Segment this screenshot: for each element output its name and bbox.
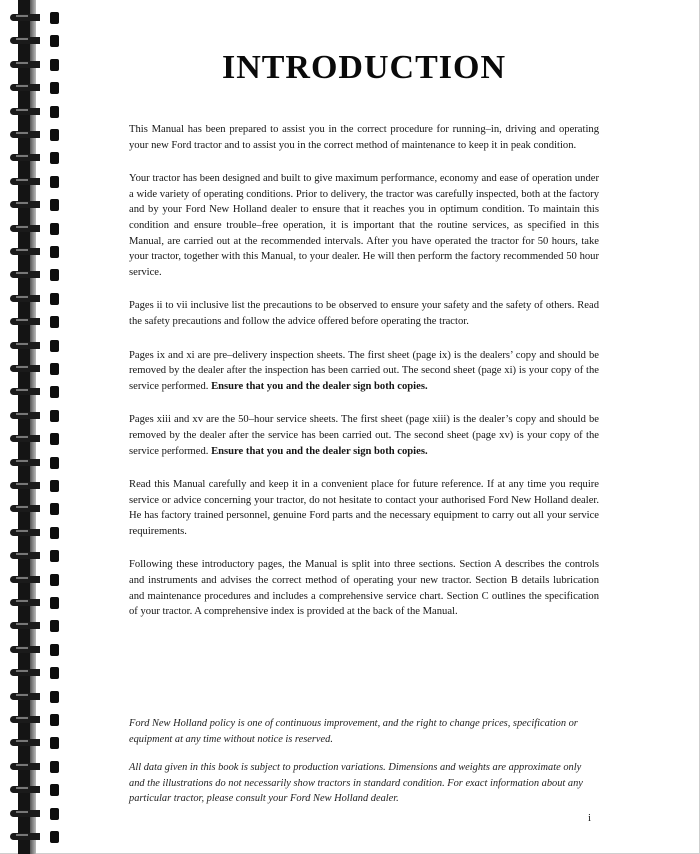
binding-coil [10,35,58,47]
paragraph-predelivery [129,348,599,395]
paragraph-text: Read this Manual carefully and keep it in a convenient place for future reference. If at any time you require service or advice concerning your tractor, do not hesitate to contact your authorised Ford New Holland dealer. He has factory trained personnel, genuine Ford parts and the necessary equipment to carry out all your service requirements. [129,479,599,537]
binding-coil [10,59,58,71]
binding-coil [10,667,58,679]
binding-coil [10,199,58,211]
binding-coil [10,550,58,562]
binding-coil [10,386,58,398]
binding-coil [10,714,58,726]
page-title: INTRODUCTION [221,49,507,86]
paragraph-text: Following these introductory pages, the Manual is split into three sections. Section A describes the controls and instruments and advises the correct method of operating your new tractor. Section B details lubrication and maintenance procedures and includes a comprehensive service chart. Section C outlines the specification of your tractor. A comprehensive index is provided at the back of the Manual. [129,559,599,618]
binding-coil [10,410,58,422]
binding-coil [10,527,58,539]
binding-coil [10,129,58,141]
binding-coil [10,737,58,749]
binding-coil [10,246,58,258]
binding-coil [10,269,58,281]
binding-coil [10,480,58,492]
paragraph-text: Pages ix and xi are pre–delivery inspection sheets. The first sheet (page ix) is the dealers’ copy and should be removed by the dealer after the inspection has been carried out. The second sheet (page xi) is your copy of the service performed. [129,349,599,392]
paragraph-sections [129,557,599,619]
footnotes [129,716,599,820]
binding-coil [10,457,58,469]
binding-coil [10,293,58,305]
binding-coil [10,503,58,515]
paragraph-purpose [129,122,599,153]
binding-coil [10,808,58,820]
spiral-binding [0,0,72,854]
binding-coil [10,152,58,164]
binding-coil [10,574,58,586]
paragraph-text: Pages ii to vii inclusive list the precautions to be observed to ensure your safety and the safety of others. Read the safety precautions and follow the advice offered before operating the tractor. [129,300,599,327]
paragraph-50-hour-service [129,412,599,459]
paragraph-emphasis: Ensure that you and the dealer sign both copies. [211,445,428,457]
page-number: i [588,812,592,824]
binding-coil [10,176,58,188]
binding-coil [10,340,58,352]
paragraph-text: This Manual has been prepared to assist you in the correct procedure for running–in, driving and operating your new Ford tractor and to assist you in the correct method of maintenance to keep it in peak condition. [129,124,599,151]
binding-coil [10,433,58,445]
binding-coil [10,761,58,773]
binding-coil [10,82,58,94]
paragraph-emphasis: Ensure that you and the dealer sign both copies. [211,380,428,392]
binding-coil [10,831,58,843]
binding-coil [10,620,58,632]
binding-coil [10,597,58,609]
policy-note: Ford New Holland policy is one of continuous improvement, and the right to change prices, specification or equipment at any time without notice is reserved. [129,718,578,745]
binding-coil [10,106,58,118]
binding-coil [10,363,58,375]
paragraph-text: Pages xiii and xv are the 50–hour service sheets. The first sheet (page xiii) is the dealer’s copy and should be removed by the dealer after the service has been carried out. The second sheet (page xv) is your copy of the service performed. [129,414,599,457]
paragraph-design [129,171,599,280]
introduction-content [129,48,599,638]
binding-coil [10,316,58,328]
paragraph-reference [129,477,599,539]
binding-coil [10,784,58,796]
paragraph-safety [129,298,599,329]
binding-coil [10,223,58,235]
binding-coil [10,644,58,656]
data-disclaimer-note: All data given in this book is subject to production variations. Dimensions and weights are approximate only and the illustrations do not necessarily show tractors in standard condition. For exact information about any particular tractor, please consult your Ford New Holland dealer. [129,762,583,805]
binding-coil [10,12,58,24]
binding-coil [10,691,58,703]
paragraph-text: Your tractor has been designed and built to give maximum performance, economy and ease of operation under a wide variety of operating conditions. Prior to delivery, the tractor was carefully inspected, both at the factory and by your Ford New Holland dealer to ensure that it reaches you in optimum condition. To maintain this condition and ensure trouble–free operation, it is important that the routine services, as specified in this Manual, are carried out at the recommended intervals. After you have operated the tractor for 50 hours, take your tractor, together with this Manual, to your dealer. He will then perform the factory recommended 50 hour service. [129,173,599,278]
